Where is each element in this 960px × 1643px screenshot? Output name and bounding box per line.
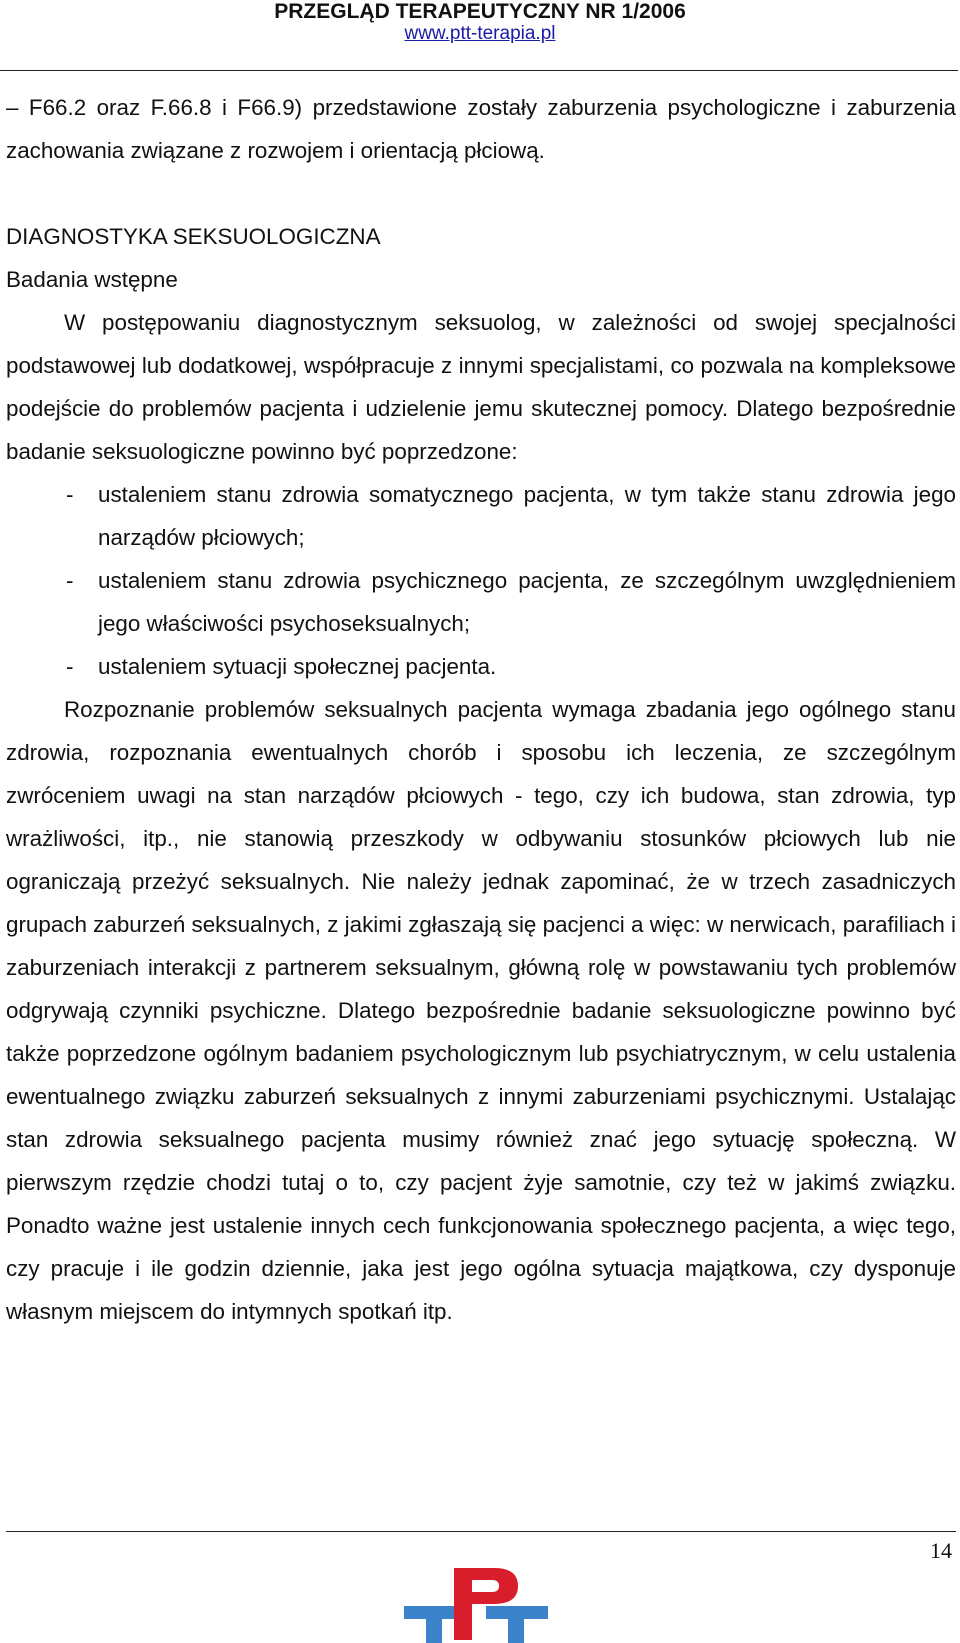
logo-t1-stem <box>426 1606 442 1643</box>
intro-paragraph: – F66.2 oraz F.66.8 i F66.9) przedstawione zostały zaburzenia psychologiczne i zaburzenia zachowania związane z rozwojem i orientacją płciową. <box>6 95 956 163</box>
list-item <box>6 559 956 645</box>
journal-title: PRZEGLĄD TERAPEUTYCZNY NR 1/2006 <box>274 0 686 23</box>
list-dash: - <box>66 482 74 507</box>
list-dash: - <box>66 654 74 679</box>
subheading: Badania wstępne <box>6 267 178 292</box>
logo-t2-stem <box>508 1606 524 1643</box>
list-dash: - <box>66 568 74 593</box>
list-item <box>6 645 956 688</box>
header-divider <box>0 70 958 71</box>
ptt-logo-icon <box>402 1566 558 1643</box>
list-item <box>6 473 956 559</box>
journal-url-link[interactable]: www.ptt-terapia.pl <box>404 23 556 44</box>
paragraph: W postępowaniu diagnostycznym seksuolog, w zależności od swojej specjalności podstawowej lub dodatkowej, współpracuje z innymi specjalistami, co pozwala na kompleksowe podejście do problemów pacjenta i udzielenie jemu skutecznej pomocy. Dlatego bezpośrednie badanie seksuologiczne powinno być poprzedzone: <box>6 310 956 464</box>
section-heading: DIAGNOSTYKA SEKSUOLOGICZNA <box>6 224 381 249</box>
list-item-text: ustaleniem stanu zdrowia psychicznego pacjenta, ze szczególnym uwzględnieniem jego właściwości psychoseksualnych; <box>98 568 956 636</box>
list-item-text: ustaleniem stanu zdrowia somatycznego pacjenta, w tym także stanu zdrowia jego narządów płciowych; <box>98 482 956 550</box>
page-number: 14 <box>930 1538 952 1563</box>
footer-divider <box>6 1531 956 1532</box>
list-item-text: ustaleniem sytuacji społecznej pacjenta. <box>98 654 497 679</box>
spacer <box>6 172 956 215</box>
requirements-list <box>6 473 956 688</box>
article-body <box>6 86 956 1333</box>
paragraph: Rozpoznanie problemów seksualnych pacjenta wymaga zbadania jego ogólnego stanu zdrowia, rozpoznania ewentualnych chorób i sposobu ich leczenia, ze szczególnym zwróceniem uwagi na stan narządów płciowych - tego, czy ich budowa, stan zdrowia, typ wrażliwości, itp., nie stanowią przeszkody w odbywaniu stosunków płciowych lub nie ograniczają przeżyć seksualnych. Nie należy jednak zapominać, że w trzech zasadniczych grupach zaburzeń seksualnych, z jakimi zgłaszają się pacjenci a więc: w nerwicach, parafiliach i zaburzeniach interakcji z partnerem seksualnym, główną rolę w powstawaniu tych problemów odgrywają czynniki psychiczne. Dlatego bezpośrednie badanie seksuologiczne powinno być także poprzedzone ogólnym badaniem psychologicznym lub psychiatrycznym, w celu ustalenia ewentualnego związku zaburzeń seksualnych z innymi zaburzeniami psychicznymi. Ustalając stan zdrowia seksualnego pacjenta musimy również znać jego sytuację społeczną. W pierwszym rzędzie chodzi tutaj o to, czy pacjent żyje samotnie, czy też w jakimś związku. Ponadto ważne jest ustalenie innych cech funkcjonowania społecznego pacjenta, a więc tego, czy pracuje i ile godzin dziennie, jaka jest jego ogólna sytuacja majątkowa, czy dysponuje własnym miejscem do intymnych spotkań itp. <box>6 697 956 1324</box>
